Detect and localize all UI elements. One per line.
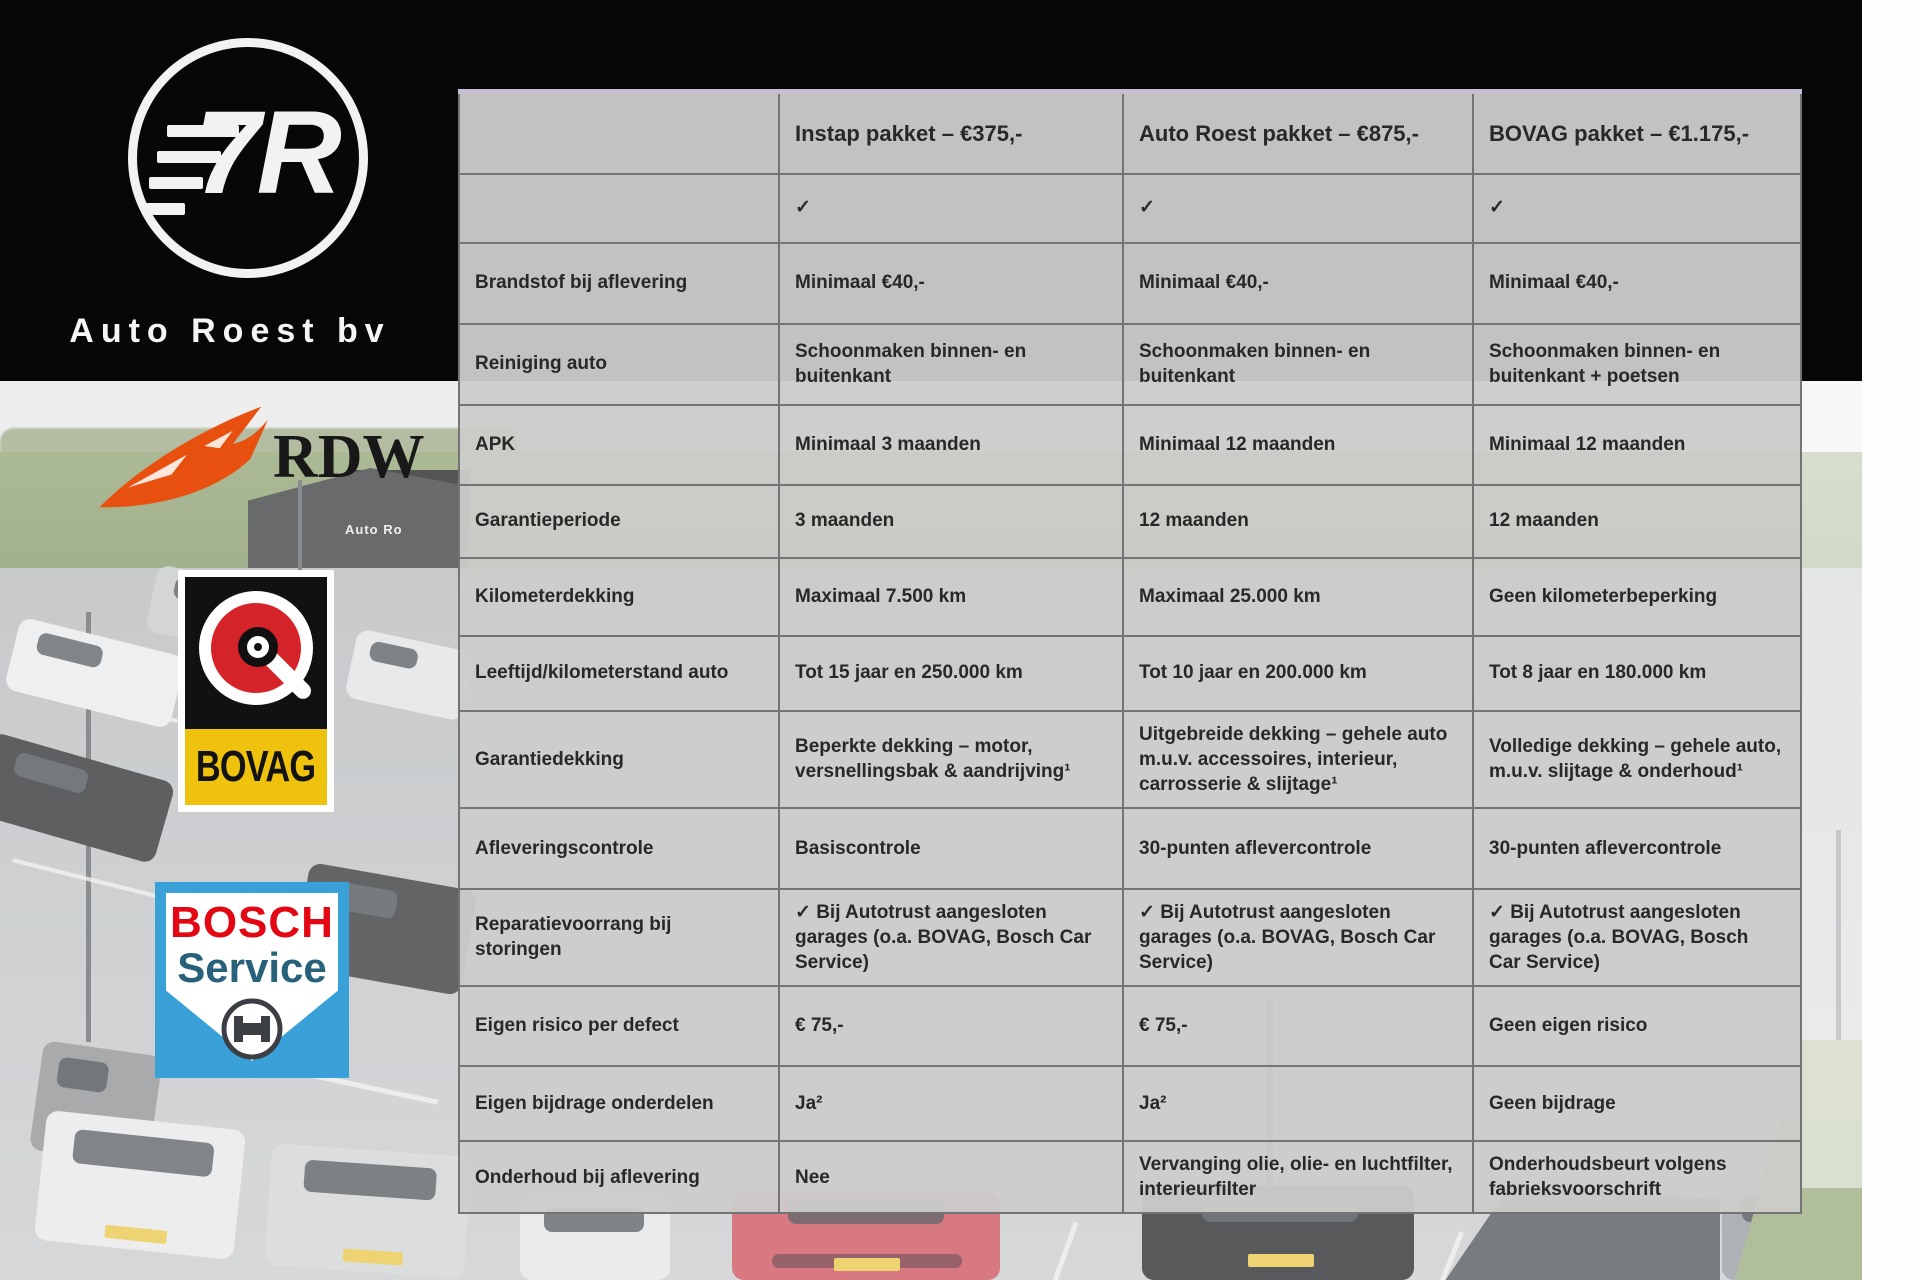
table-row: [459, 324, 1801, 405]
table-row: [459, 243, 1801, 324]
cell: Volledige dekking – gehele auto, m.u.v. slijtage & onderhoud¹: [1473, 711, 1801, 808]
cell: Beperkte dekking – motor, versnellingsbak & aandrijving¹: [779, 711, 1123, 808]
bosch-armature-icon: [217, 994, 287, 1064]
speed-line: [143, 203, 185, 215]
auto-roest-logo: [128, 38, 368, 278]
cell: Uitgebreide dekking – gehele auto m.u.v. accessoires, interieur, carrosserie & slijtage¹: [1123, 711, 1473, 808]
header-empty: [459, 92, 779, 174]
header-auto-roest-pakket: Auto Roest pakket – €875,-: [1123, 92, 1473, 174]
cell: Ja²: [779, 1066, 1123, 1141]
cell: Minimaal 3 maanden: [779, 405, 1123, 485]
cell: Geen eigen risico: [1473, 986, 1801, 1066]
bovag-logo: [178, 570, 334, 812]
rdw-logo: [95, 400, 425, 520]
cell: Tot 8 jaar en 180.000 km: [1473, 636, 1801, 711]
cell: Tot 15 jaar en 250.000 km: [779, 636, 1123, 711]
right-strip-haze: [1800, 381, 1862, 1188]
table-row: [459, 558, 1801, 636]
cell: € 75,-: [1123, 986, 1473, 1066]
row-label: Brandstof bij aflevering: [459, 243, 779, 324]
table-row: [459, 889, 1801, 986]
table-header-row: [459, 92, 1801, 174]
dealer-name: Auto Roest bv: [69, 312, 391, 350]
table-row: [459, 636, 1801, 711]
row-label: Eigen bijdrage onderdelen: [459, 1066, 779, 1141]
cell: Schoonmaken binnen- en buitenkant + poetsen: [1473, 324, 1801, 405]
cell: Nee: [779, 1141, 1123, 1213]
bovag-wordmark: BOVAG: [196, 742, 316, 791]
row-label: Onderhoud bij aflevering: [459, 1141, 779, 1213]
cell: 30-punten aflevercontrole: [1473, 808, 1801, 889]
cell: Minimaal 12 maanden: [1123, 405, 1473, 485]
bosch-wordmark: BOSCH: [170, 898, 334, 947]
auto-roest-monogram: 7R: [137, 47, 359, 269]
rdw-wordmark: RDW: [273, 423, 425, 491]
table-row: [459, 986, 1801, 1066]
cell: Vervanging olie, olie- en luchtfilter, interieurfilter: [1123, 1141, 1473, 1213]
row-label: Eigen risico per defect: [459, 986, 779, 1066]
cell: ✓ Bij Autotrust aangesloten garages (o.a. BOVAG, Bosch Car Service): [1123, 889, 1473, 986]
cell: Minimaal €40,-: [1473, 243, 1801, 324]
cell: Tot 10 jaar en 200.000 km: [1123, 636, 1473, 711]
row-label: [459, 174, 779, 243]
cell: Onderhoudsbeurt volgens fabrieksvoorschrift: [1473, 1141, 1801, 1213]
row-label: Afleveringscontrole: [459, 808, 779, 889]
cell: 3 maanden: [779, 485, 1123, 558]
row-label: Leeftijd/kilometerstand auto: [459, 636, 779, 711]
cell: Minimaal 12 maanden: [1473, 405, 1801, 485]
row-label: Reparatievoorrang bij storingen: [459, 889, 779, 986]
table-row: [459, 1141, 1801, 1213]
cell: 12 maanden: [1473, 485, 1801, 558]
bovag-emblem: [185, 577, 327, 729]
row-label: Reiniging auto: [459, 324, 779, 405]
cell: Minimaal €40,-: [779, 243, 1123, 324]
cell: Geen kilometerbeperking: [1473, 558, 1801, 636]
bovag-wordmark-bar: [185, 729, 327, 805]
row-label: Garantiedekking: [459, 711, 779, 808]
table-row: [459, 808, 1801, 889]
cell: Maximaal 25.000 km: [1123, 558, 1473, 636]
check-icon: ✓: [1123, 174, 1473, 243]
bosch-service-wordmark: Service: [177, 944, 327, 991]
table-row: [459, 405, 1801, 485]
row-label: Kilometerdekking: [459, 558, 779, 636]
cell: Minimaal €40,-: [1123, 243, 1473, 324]
package-comparison-table: [458, 89, 1802, 1214]
table-row: [459, 174, 1801, 243]
cell: Ja²: [1123, 1066, 1473, 1141]
table-row: [459, 1066, 1801, 1141]
table-row: [459, 485, 1801, 558]
cell: 12 maanden: [1123, 485, 1473, 558]
header-bovag-pakket: BOVAG pakket – €1.175,-: [1473, 92, 1801, 174]
table-row: [459, 711, 1801, 808]
row-label: APK: [459, 405, 779, 485]
cell: Maximaal 7.500 km: [779, 558, 1123, 636]
right-margin: [1862, 0, 1920, 1280]
cell: Schoonmaken binnen- en buitenkant: [779, 324, 1123, 405]
building-sign-text: Auto Ro: [345, 522, 403, 537]
header-instap-pakket: Instap pakket – €375,-: [779, 92, 1123, 174]
cell: Basiscontrole: [779, 808, 1123, 889]
bosch-service-logo: [155, 882, 349, 1078]
cell: ✓ Bij Autotrust aangesloten garages (o.a. BOVAG, Bosch Car Service): [779, 889, 1123, 986]
check-icon: ✓: [779, 174, 1123, 243]
cell: € 75,-: [779, 986, 1123, 1066]
check-icon: ✓: [1473, 174, 1801, 243]
cell: Geen bijdrage: [1473, 1066, 1801, 1141]
cell: 30-punten aflevercontrole: [1123, 808, 1473, 889]
cell: ✓ Bij Autotrust aangesloten garages (o.a. BOVAG, Bosch Car Service): [1473, 889, 1801, 986]
rdw-wing-icon: [95, 400, 270, 515]
row-label: Garantieperiode: [459, 485, 779, 558]
cell: Schoonmaken binnen- en buitenkant: [1123, 324, 1473, 405]
